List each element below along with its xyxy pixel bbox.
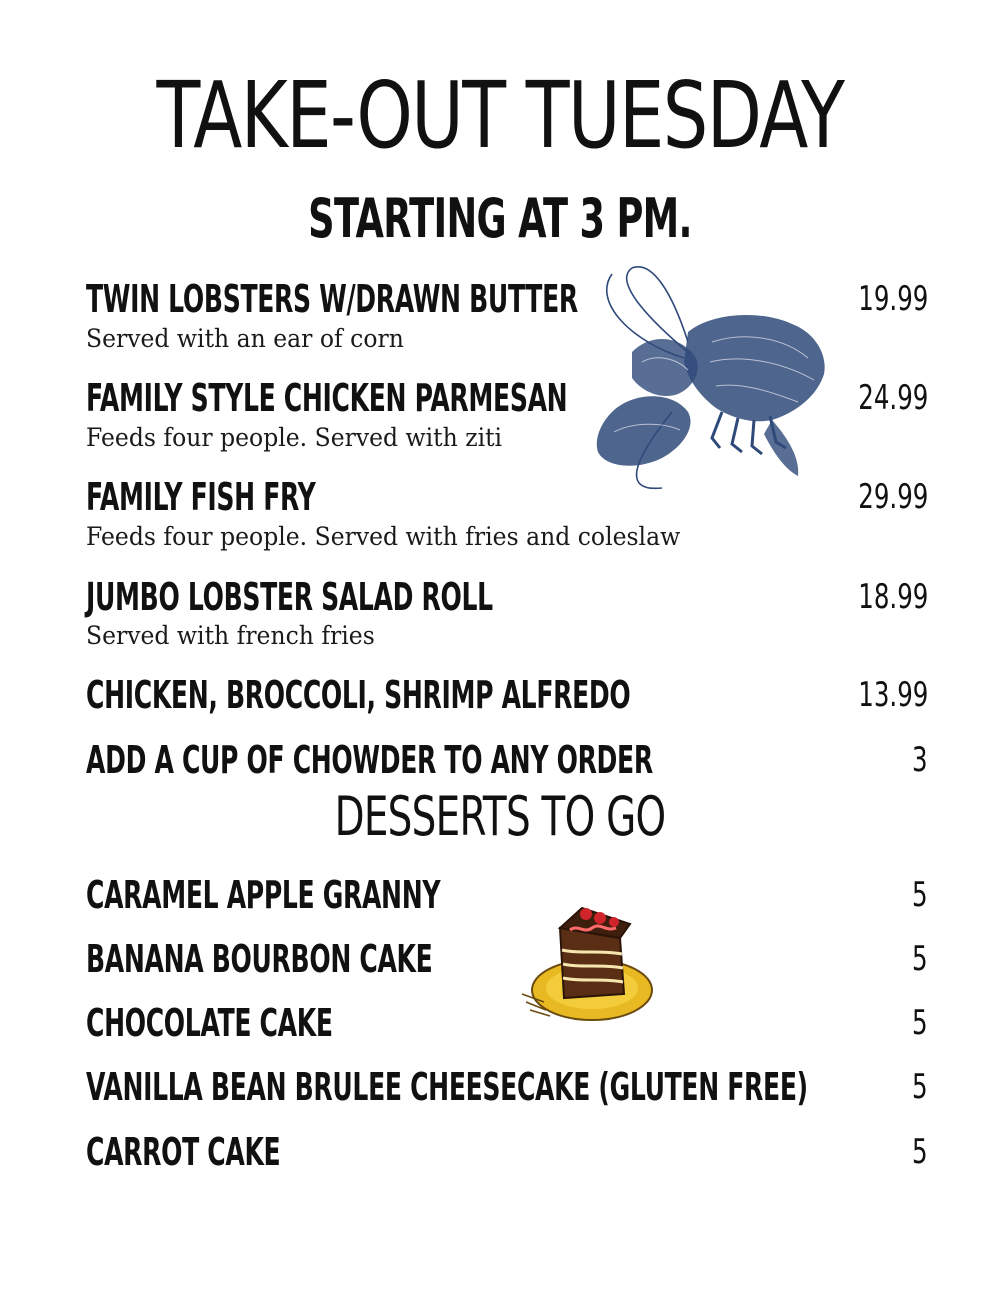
menu-title: TAKE-OUT TUESDAY xyxy=(156,62,844,169)
dessert-price: 5 xyxy=(912,1003,928,1043)
lobster-illustration xyxy=(592,262,832,494)
dessert-name: VANILLA BEAN BRULEE CHEESECAKE (GLUTEN FREE) xyxy=(86,1065,808,1109)
cake-slice xyxy=(560,928,624,998)
dessert-price: 5 xyxy=(912,875,928,915)
dessert-name: CARROT CAKE xyxy=(86,1130,281,1174)
entree-name: JUMBO LOBSTER SALAD ROLL xyxy=(86,575,493,619)
dessert-name: CHOCOLATE CAKE xyxy=(86,1001,333,1045)
dessert-name: CARAMEL APPLE GRANNY xyxy=(86,873,441,917)
dessert-name: BANANA BOURBON CAKE xyxy=(86,937,433,981)
entree-price: 19.99 xyxy=(857,279,928,319)
entree-description: Feeds four people. Served with fries and coleslaw xyxy=(86,522,681,551)
desserts-title: DESSERTS TO GO xyxy=(334,785,666,848)
entree-name: FAMILY FISH FRY xyxy=(86,475,316,519)
menu-subtitle: STARTING AT 3 PM. xyxy=(308,187,692,250)
cake-slice-illustration xyxy=(520,898,655,1028)
entree-name: TWIN LOBSTERS W/DRAWN BUTTER xyxy=(86,277,578,321)
dessert-price: 5 xyxy=(912,939,928,979)
entree-description: Served with an ear of corn xyxy=(86,324,404,353)
entree-description: Served with french fries xyxy=(86,621,375,650)
entree-name: CHICKEN, BROCCOLI, SHRIMP ALFREDO xyxy=(86,673,631,717)
lobster-body xyxy=(597,315,825,476)
entree-price: 3 xyxy=(912,740,928,780)
dessert-price: 5 xyxy=(912,1067,928,1107)
entree-price: 18.99 xyxy=(857,577,928,617)
entree-description: Feeds four people. Served with ziti xyxy=(86,423,503,452)
entree-price: 24.99 xyxy=(857,378,928,418)
entree-name: FAMILY STYLE CHICKEN PARMESAN xyxy=(86,376,568,420)
dessert-price: 5 xyxy=(912,1132,928,1172)
entree-price: 29.99 xyxy=(857,477,928,517)
entree-price: 13.99 xyxy=(857,675,928,715)
entree-name: ADD A CUP OF CHOWDER TO ANY ORDER xyxy=(86,738,653,782)
